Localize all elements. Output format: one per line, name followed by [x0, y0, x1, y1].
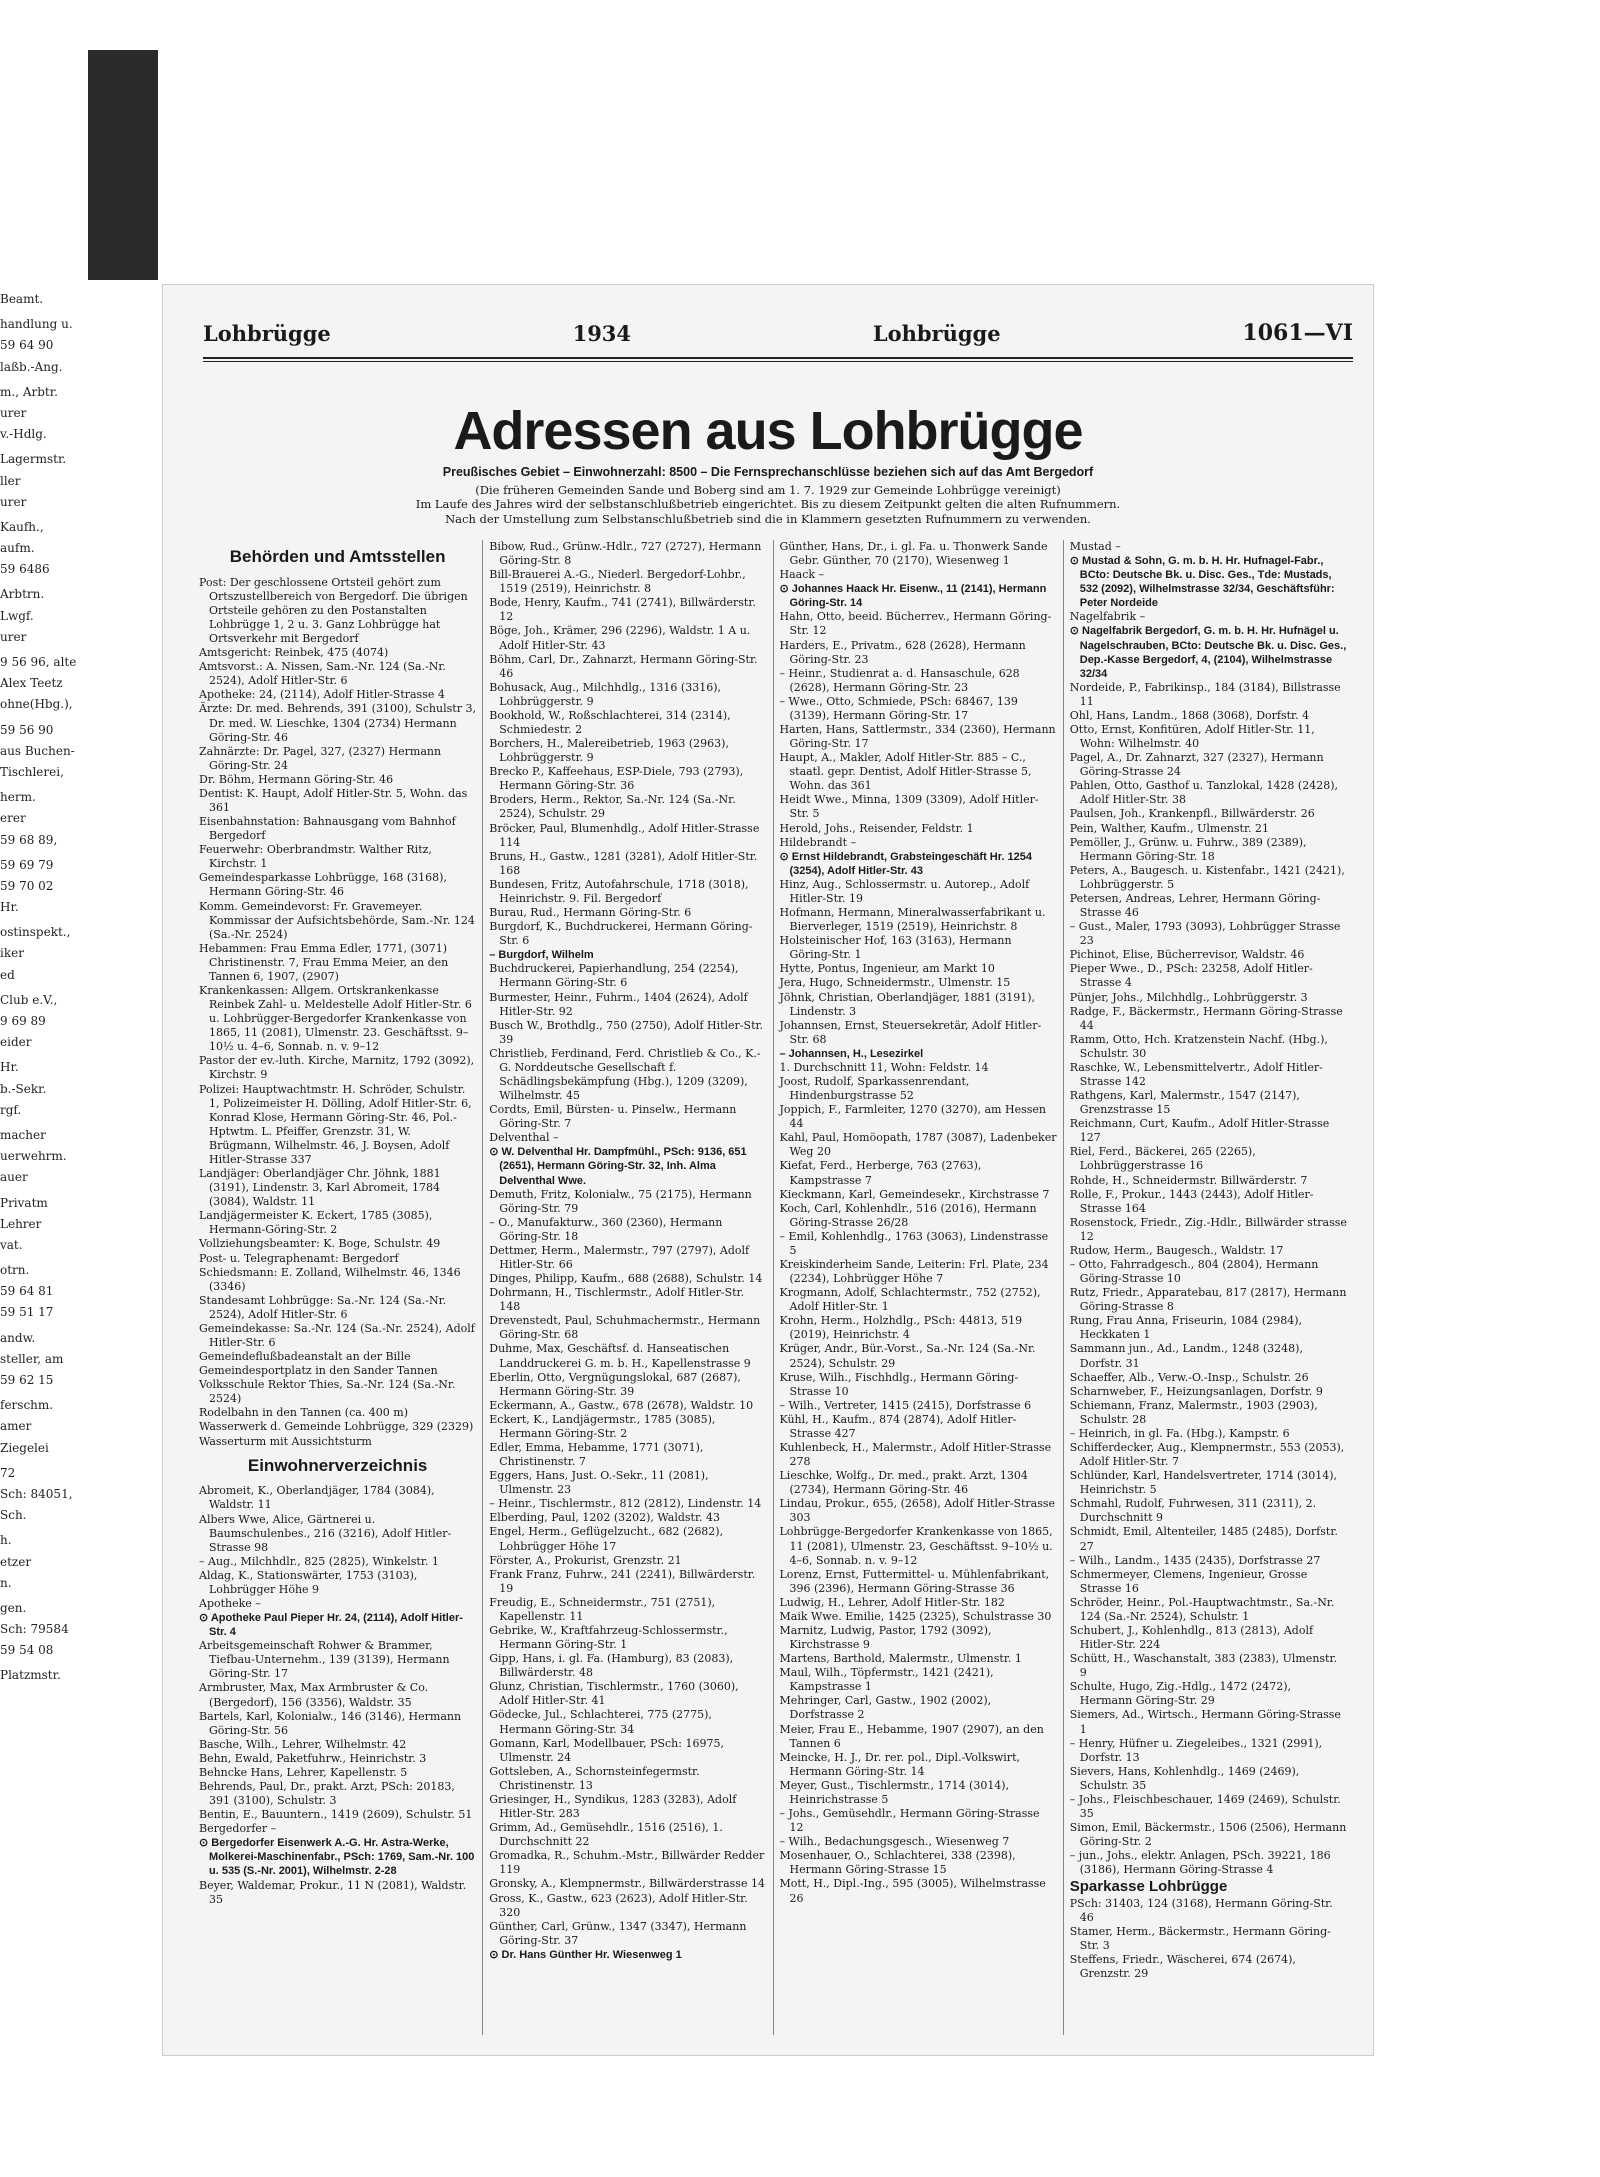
directory-column	[482, 540, 772, 2035]
directory-entry: Otto, Ernst, Konfitüren, Adolf Hitler-Str. 11, Wohn: Wilhelmstr. 40	[1069, 723, 1315, 751]
directory-entry: Mehringer, Carl, Gastw., 1902 (2002), Dorfstrasse 2	[779, 1694, 992, 1722]
directory-entry: Kreiskinderheim Sande, Leiterin: Frl. Plate, 234 (2234), Lohbrügger Höhe 7	[779, 1257, 1049, 1286]
header-year: 1934	[572, 320, 632, 346]
directory-entry: Lindau, Prokur., 655, (2658), Adolf Hitler-Strasse 303	[779, 1497, 1056, 1525]
directory-entry: Burau, Rud., Hermann Göring-Str. 6	[489, 906, 692, 920]
directory-entry: Paulsen, Joh., Krankenpfl., Billwärderstr. 26	[1069, 807, 1315, 821]
directory-entry: Bill-Brauerei A.-G., Niederl. Bergedorf-Lohbr., 1519 (2519), Heinrichstr. 8	[489, 568, 746, 596]
note-line: Im Laufe des Jahres wird der selbstanschlußbetrieb eingerichtet. Bis zu diesem Zeitpunkt gelten die alten Rufnummern.	[415, 497, 1121, 512]
directory-entry: Vollziehungsbeamter: K. Boge, Schulstr. 49	[199, 1237, 441, 1251]
left-page-line: gen.	[0, 1600, 27, 1615]
directory-column	[1063, 540, 1353, 2035]
directory-entry: Hahn, Otto, beeid. Bücherrev., Hermann Göring-Str. 12	[779, 610, 1052, 638]
running-header	[203, 315, 1353, 351]
page-number: 1061—VI	[1242, 320, 1353, 346]
directory-entry: Joppich, F., Farmleiter, 1270 (3270), am Hessen 44	[779, 1103, 1046, 1131]
directory-entry: Volksschule Rektor Thies, Sa.-Nr. 124 (Sa.-Nr. 2524)	[199, 1378, 456, 1406]
directory-entry: Marnitz, Ludwig, Pastor, 1792 (3092), Kirchstrasse 9	[779, 1624, 992, 1652]
directory-entry: Gemeindekasse: Sa.-Nr. 124 (Sa.-Nr. 2524), Adolf Hitler-Str. 6	[199, 1321, 475, 1349]
directory-entry: Mosenhauer, O., Schlachterei, 338 (2398), Hermann Göring-Strasse 15	[779, 1849, 1016, 1877]
directory-entry: Gomann, Karl, Modellbauer, PSch: 16975, Ulmenstr. 24	[489, 1736, 724, 1764]
directory-entry: Krohn, Herm., Holzhdlg., PSch: 44813, 519 (2019), Heinrichstr. 4	[779, 1314, 1023, 1342]
directory-entry: – Johannsen, H., Lesezirkel	[779, 1047, 924, 1060]
directory-entry: Edler, Emma, Hebamme, 1771 (3071), Christinenstr. 7	[489, 1441, 704, 1469]
directory-entry: ⊙ Johannes Haack Hr. Eisenw., 11 (2141), Hermann Göring-Str. 14	[779, 583, 1047, 610]
directory-entry: Stamer, Herm., Bäckermstr., Hermann Göring-Str. 3	[1069, 1924, 1331, 1952]
directory-entry: Post: Der geschlossene Ortsteil gehört zum Ortszustellbereich von Bergedorf. Die übrigen Ortsteile gehören zu den Postanstalten Lohbrügge 1, 2 u. 3. Ganz Lohbrügge hat Ortsverkehr mit Bergedorf	[199, 575, 468, 646]
left-page-line: ostinspekt.,	[0, 925, 71, 940]
left-page-line: ohne(Hbg.),	[0, 697, 73, 712]
directory-entry: Komm. Gemeindevorst: Fr. Gravemeyer. Kommissar der Aufsichtsbehörde, Sam.-Nr. 124 (Sa.-Nr. 2524)	[199, 899, 475, 941]
directory-entry: Holsteinischer Hof, 163 (3163), Hermann Göring-Str. 1	[779, 934, 1012, 962]
directory-entry: Bentin, E., Bauuntern., 1419 (2609), Schulstr. 51	[199, 1808, 473, 1822]
directory-entry: PSch: 31403, 124 (3168), Hermann Göring-Str. 46	[1069, 1896, 1333, 1924]
left-page-line: 59 69 79	[0, 857, 54, 872]
directory-entry: – Wilh., Bedachungsgesch., Wiesenweg 7	[779, 1835, 1010, 1849]
directory-entry: Pein, Walther, Kaufm., Ulmenstr. 21	[1069, 821, 1270, 835]
directory-entry: Glunz, Christian, Tischlermstr., 1760 (3060), Adolf Hitler-Str. 41	[489, 1680, 739, 1708]
directory-entry: Pichinot, Elise, Bücherrevisor, Waldstr. 46	[1069, 948, 1305, 962]
left-page-line: 9 69 89	[0, 1014, 46, 1028]
directory-entry: Wasserwerk d. Gemeinde Lohbrügge, 329 (2329)	[199, 1420, 474, 1434]
left-page-line: rgf.	[0, 1102, 22, 1117]
left-page-line: herm.	[0, 790, 36, 805]
directory-entry: Rosenstock, Friedr., Zig.-Hdlr., Billwärder strasse 12	[1069, 1215, 1347, 1243]
directory-entry: Joost, Rudolf, Sparkassenrendant, Hindenburgstrasse 52	[779, 1074, 970, 1103]
directory-entry: Siemers, Ad., Wirtsch., Hermann Göring-Strasse 1	[1069, 1708, 1341, 1736]
directory-entry: Hebammen: Frau Emma Edler, 1771, (3071) Christinenstr. 7, Frau Emma Meier, an den Tannen 6, 1907, (2907)	[199, 941, 449, 983]
directory-entry: Grimm, Ad., Gemüsehdlr., 1516 (2516), 1. Durchschnitt 22	[489, 1821, 723, 1849]
directory-entry: Griesinger, H., Syndikus, 1283 (3283), Adolf Hitler-Str. 283	[489, 1792, 737, 1821]
directory-entry: Broders, Herm., Rektor, Sa.-Nr. 124 (Sa.-Nr. 2524), Schulstr. 29	[489, 793, 736, 821]
left-page-line: laßb.-Ang.	[0, 359, 63, 374]
directory-entry: Pagel, A., Dr. Zahnarzt, 327 (2327), Hermann Göring-Strasse 24	[1069, 751, 1324, 779]
directory-entry: Frank Franz, Fuhrw., 241 (2241), Billwärderstr. 19	[489, 1567, 756, 1595]
directory-entry: Eisenbahnstation: Bahnausgang vom Bahnhof Bergedorf	[199, 815, 456, 843]
left-page-line: vat.	[0, 1237, 23, 1252]
directory-entry: Kruse, Wilh., Fischhdlg., Hermann Göring-Strasse 10	[779, 1370, 1019, 1398]
directory-entry: Bartels, Karl, Kolonialw., 146 (3146), Hermann Göring-Str. 56	[199, 1709, 462, 1737]
directory-entry: Bode, Henry, Kaufm., 741 (2741), Billwärderstr. 12	[489, 596, 756, 624]
left-page-line: Ziegelei	[0, 1440, 49, 1455]
left-page-line: n.	[0, 1575, 12, 1590]
directory-entry: Post- u. Telegraphenamt: Bergedorf	[199, 1251, 399, 1265]
directory-entry: Basche, Wilh., Lehrer, Wilhelmstr. 42	[199, 1737, 407, 1751]
directory-entry: Engel, Herm., Geflügelzucht., 682 (2682), Lohbrügger Höhe 17	[489, 1525, 724, 1553]
directory-entry: Gottsleben, A., Schornsteinfegermstr. Christinenstr. 13	[489, 1764, 700, 1792]
left-page-line: steller, am	[0, 1351, 64, 1366]
left-page-line: ller	[0, 473, 21, 488]
directory-entry: Petersen, Andreas, Lehrer, Hermann Göring-Strasse 46	[1069, 891, 1321, 920]
left-page-line: ferschm.	[0, 1398, 54, 1413]
directory-entry: Beyer, Waldemar, Prokur., 11 N (2081), Waldstr. 35	[199, 1878, 467, 1906]
directory-entry: Radge, F., Bäckermstr., Hermann Göring-Strasse 44	[1069, 1004, 1343, 1032]
directory-entry: ⊙ Apotheke Paul Pieper Hr. 24, (2114), Adolf Hitler-Str. 4	[199, 1612, 463, 1639]
left-page-line: urer	[0, 494, 27, 509]
left-page-line: handlung u.	[0, 317, 73, 332]
left-page-line: auer	[0, 1170, 28, 1185]
directory-entry: Gemeindesportplatz in den Sander Tannen	[199, 1364, 438, 1378]
directory-entry: – Wilh., Vertreter, 1415 (2415), Dorfstrasse 6	[779, 1398, 1032, 1412]
left-page-line: 59 56 90	[0, 722, 54, 737]
directory-entry: Nagelfabrik –	[1069, 610, 1146, 624]
introductory-note	[163, 483, 1373, 526]
directory-entry: Behncke Hans, Lehrer, Kapellenstr. 5	[199, 1765, 408, 1779]
directory-entry: Behrends, Paul, Dr., prakt. Arzt, PSch: 20183, 391 (3100), Schulstr. 3	[199, 1779, 455, 1808]
left-page-line: macher	[0, 1127, 46, 1142]
directory-entry: Lorenz, Ernst, Futtermittel- u. Mühlenfabrikant, 396 (2396), Hermann Göring-Strasse 36	[779, 1567, 1050, 1595]
directory-entry: Gemeindesparkasse Lohbrügge, 168 (3168), Hermann Göring-Str. 46	[199, 871, 447, 899]
directory-entry: Steffens, Friedr., Wäscherei, 674 (2674), Grenzstr. 29	[1069, 1952, 1296, 1980]
directory-entry: Delventhal –	[489, 1131, 559, 1145]
left-page-line: Tischlerei,	[0, 764, 64, 779]
directory-entry: Polizei: Hauptwachtmstr. H. Schröder, Schulstr. 1, Polizeimeister H. Dölling, Adolf Hitler-Str. 6, Konrad Klose, Hermann Göring-Str. 46, Pol.-Hptwtm. L. Pfeiffer, Grenzstr. 31, W. Brügmann, Wilhelmstr. 46, J. Boysen, Adolf Hitler-Strasse 337	[199, 1082, 472, 1166]
left-page-line: etzer	[0, 1554, 32, 1569]
directory-entry: Schiedsmann: E. Zolland, Wilhelmstr. 46, 1346 (3346)	[199, 1265, 461, 1293]
left-page-line: 59 62 15	[0, 1373, 54, 1387]
directory-entry: – Emil, Kohlenhdlg., 1763 (3063), Lindenstrasse 5	[779, 1229, 1049, 1257]
directory-entry: Schiemann, Franz, Malermstr., 1903 (2903), Schulstr. 28	[1069, 1398, 1318, 1426]
left-page-line: otrn.	[0, 1263, 30, 1278]
directory-entry: Schütt, H., Waschanstalt, 383 (2383), Ulmenstr. 9	[1069, 1652, 1338, 1680]
left-page-line: Hr.	[0, 900, 19, 915]
directory-entry: Jöhnk, Christian, Oberlandjäger, 1881 (3191), Lindenstr. 3	[779, 990, 1036, 1018]
directory-entry: – Gust., Maler, 1793 (3093), Lohbrügger Strasse 23	[1069, 920, 1341, 948]
left-page-line: 72	[0, 1465, 16, 1480]
directory-entry: Zahnärzte: Dr. Pagel, 327, (2327) Hermann Göring-Str. 24	[199, 744, 442, 772]
left-page-line: Privatm	[0, 1195, 48, 1210]
directory-entry: Mustad –	[1069, 540, 1121, 553]
directory-entry: Pünjer, Johs., Milchhdlg., Lohbrüggerstr. 3	[1069, 990, 1308, 1004]
directory-entry: Harders, E., Privatm., 628 (2628), Hermann Göring-Str. 23	[779, 638, 1026, 666]
left-page-line: Lehrer	[0, 1216, 42, 1231]
header-left: Lohbrügge	[203, 320, 331, 346]
directory-entry: Burmester, Heinr., Fuhrm., 1404 (2624), Adolf Hitler-Str. 92	[489, 990, 748, 1018]
directory-entry: Armbruster, Max, Max Armbruster & Co. (Bergedorf), 156 (3356), Waldstr. 35	[199, 1681, 429, 1709]
directory-entry: Meier, Frau E., Hebamme, 1907 (2907), an den Tannen 6	[779, 1722, 1044, 1750]
left-page-line: urer	[0, 405, 27, 420]
directory-entry: – Wwe., Otto, Schmiede, PSch: 68467, 139 (3139), Hermann Göring-Str. 17	[779, 694, 1018, 722]
directory-entry: Günther, Carl, Grünw., 1347 (3347), Hermann Göring-Str. 37	[489, 1919, 747, 1947]
directory-entry: Rodelbahn in den Tannen (ca. 400 m)	[199, 1406, 408, 1420]
left-page-line: Arbtrn.	[0, 587, 45, 602]
directory-entry: Scharnweber, F., Heizungsanlagen, Dorfstr. 9	[1069, 1384, 1323, 1398]
directory-entry: – Wilh., Landm., 1435 (2435), Dorfstrasse 27	[1069, 1553, 1321, 1567]
left-page-line: Platzmstr.	[0, 1668, 61, 1683]
left-page-line: 59 70 02	[0, 878, 54, 893]
directory-entry: Bruns, H., Gastw., 1281 (3281), Adolf Hitler-Str. 168	[489, 849, 758, 877]
directory-entry: Schmermeyer, Clemens, Ingenieur, Grosse Strasse 16	[1069, 1567, 1308, 1595]
left-page-line: urer	[0, 629, 27, 644]
directory-entry: Dinges, Philipp, Kaufm., 688 (2688), Schulstr. 14	[489, 1272, 763, 1286]
left-page-fragment	[0, 290, 150, 1990]
directory-entry: Maik Wwe. Emilie, 1425 (2325), Schulstrasse 30	[779, 1609, 1052, 1623]
directory-entry: Landjäger: Oberlandjäger Chr. Jöhnk, 1881 (3191), Lindenstr. 3, Karl Abromeit, 1784 (3084), Waldstr. 11	[199, 1167, 441, 1209]
directory-entry: Burgdorf, K., Buchdruckerei, Hermann Göring-Str. 6	[489, 920, 753, 948]
directory-entry: Ludwig, H., Lehrer, Adolf Hitler-Str. 182	[779, 1595, 1005, 1609]
directory-entry: Kuhlenbeck, H., Malermstr., Adolf Hitler-Strasse 278	[779, 1441, 1052, 1469]
directory-entry: Mott, H., Dipl.-Ing., 595 (3005), Wilhelmstrasse 26	[779, 1877, 1046, 1905]
section-heading: Behörden und Amtsstellen	[229, 547, 446, 566]
directory-entry: Bibow, Rud., Grünw.-Hdlr., 727 (2727), Hermann Göring-Str. 8	[489, 540, 762, 568]
directory-entry: Schifferdecker, Aug., Klempnermstr., 553 (2053), Adolf Hitler-Str. 7	[1069, 1441, 1345, 1469]
left-page-line: erer	[0, 811, 26, 826]
directory-entry: Lieschke, Wolfg., Dr. med., prakt. Arzt, 1304 (2734), Hermann Göring-Str. 46	[779, 1469, 1028, 1497]
left-page-line: v.-Hdlg.	[0, 427, 47, 442]
directory-entry: Meincke, H. J., Dr. rer. pol., Dipl.-Volkswirt, Hermann Göring-Str. 14	[779, 1750, 1020, 1778]
directory-entry: Pemöller, J., Grünw. u. Fuhrw., 389 (2389), Hermann Göring-Str. 18	[1069, 835, 1307, 863]
directory-entry: Schulte, Hugo, Zig.-Hdlg., 1472 (2472), Hermann Göring-Str. 29	[1069, 1680, 1292, 1708]
directory-entry: Schubert, J., Kohlenhdlg., 813 (2813), Adolf Hitler-Str. 224	[1069, 1624, 1314, 1652]
directory-entry: Hofmann, Hermann, Mineralwasserfabrikant u. Bierverleger, 1519 (2519), Heinrichstr. 8	[779, 906, 1046, 934]
directory-entry: Schmidt, Emil, Altenteiler, 1485 (2485), Dorfstr. 27	[1069, 1525, 1338, 1553]
directory-entry: 1. Durchschnitt 11, Wohn: Feldstr. 14	[779, 1060, 989, 1074]
directory-entry: Peters, A., Baugesch. u. Kistenfabr., 1421 (2421), Lohbrüggerstr. 5	[1069, 863, 1345, 891]
directory-entry: Abromeit, K., Oberlandjäger, 1784 (3084), Waldstr. 11	[199, 1484, 435, 1512]
directory-entry: Böge, Joh., Krämer, 296 (2296), Waldstr. 1 A u. Adolf Hitler-Str. 43	[489, 624, 751, 652]
left-page-line: Sch.	[0, 1508, 27, 1523]
directory-entry: Sparkasse Lohbrügge	[1069, 1878, 1228, 1896]
left-page-line: eider	[0, 1035, 32, 1050]
directory-entry: Jera, Hugo, Schneidermstr., Ulmenstr. 15	[779, 976, 1011, 990]
left-page-line: amer	[0, 1419, 32, 1434]
left-page-line: 9 56 96, alte	[0, 655, 77, 669]
directory-entry: – Heinrich, in gl. Fa. (Hbg.), Kampstr. 6	[1069, 1426, 1290, 1440]
directory-entry: Bohusack, Aug., Milchhdlg., 1316 (3316), Lohbrüggerstr. 9	[489, 680, 721, 708]
directory-entry: Kiefat, Ferd., Herberge, 763 (2763), Kampstrasse 7	[779, 1159, 982, 1187]
left-page-line: aufm.	[0, 541, 35, 556]
directory-page	[163, 285, 1373, 2055]
directory-entry: Duhme, Max, Geschäftsf. d. Hanseatischen Landdruckerei G. m. b. H., Kapellenstrasse 9	[489, 1342, 751, 1370]
directory-entry: Hytte, Pontus, Ingenieur, am Markt 10	[779, 962, 995, 976]
directory-entry: Apotheke: 24, (2114), Adolf Hitler-Strasse 4	[199, 688, 445, 702]
note-line: (Die früheren Gemeinden Sande und Boberg sind am 1. 7. 1929 zur Gemeinde Lohbrügge vereinigt)	[475, 483, 1061, 497]
directory-entry: Kahl, Paul, Homöopath, 1787 (3087), Ladenbeker Weg 20	[779, 1131, 1057, 1159]
directory-entry: Martens, Barthold, Malermstr., Ulmenstr. 1	[779, 1652, 1022, 1666]
directory-entry: Dr. Böhm, Hermann Göring-Str. 46	[199, 772, 394, 786]
directory-entry: Amtsvorst.: A. Nissen, Sam.-Nr. 124 (Sa.-Nr. 2524), Adolf Hitler-Str. 6	[199, 660, 446, 688]
header-rule	[203, 357, 1353, 362]
directory-entry: Behn, Ewald, Paketfuhrw., Heinrichstr. 3	[199, 1751, 427, 1765]
directory-entry: Ohl, Hans, Landm., 1868 (3068), Dorfstr. 4	[1069, 708, 1310, 722]
directory-entry: Eckert, K., Landjägermstr., 1785 (3085), Hermann Göring-Str. 2	[489, 1412, 716, 1440]
directory-entry: Simon, Emil, Bäckermstr., 1506 (2506), Hermann Göring-Str. 2	[1069, 1821, 1347, 1849]
directory-entry: Albers Wwe, Alice, Gärtnerei u. Baumschulenbes., 216 (3216), Adolf Hitler-Strasse 98	[199, 1512, 452, 1554]
directory-entry: Dentist: K. Haupt, Adolf Hitler-Str. 5, Wohn. das 361	[199, 786, 468, 814]
directory-entry: Demuth, Fritz, Kolonialw., 75 (2175), Hermann Göring-Str. 79	[489, 1187, 752, 1215]
directory-entry: ⊙ Dr. Hans Günther Hr. Wiesenweg 1	[489, 1948, 682, 1961]
left-page-line: 59 54 08	[0, 1643, 54, 1658]
directory-entry: Freudig, E., Schneidermstr., 751 (2751), Kapellenstr. 11	[489, 1595, 716, 1623]
directory-entry: Hildebrandt –	[779, 835, 857, 849]
directory-entry: – jun., Johs., elektr. Anlagen, PSch. 39221, 186 (3186), Hermann Göring-Strasse 4	[1069, 1849, 1331, 1877]
directory-entry: Borchers, H., Malereibetrieb, 1963 (2963), Lohbrüggerstr. 9	[489, 737, 729, 765]
directory-entry: ⊙ Ernst Hildebrandt, Grabsteingeschäft Hr. 1254 (3254), Adolf Hitler-Str. 43	[779, 850, 1033, 877]
directory-entry: Krankenkassen: Allgem. Ortskrankenkasse Reinbek Zahl- u. Meldestelle Adolf Hitler-Str. 6 u. Lohbrügger-Bergedorfer Krankenkasse von 1865, 11 (2081), Ulmenstr. 23. Geschäftsst. 9–10½ u. 4–6, Sonnab. n. v. 9–12	[199, 984, 472, 1054]
directory-entry: Ärzte: Dr. med. Behrends, 391 (3100), Schulstr 3, Dr. med. W. Lieschke, 1304 (2734) Hermann Göring-Str. 46	[199, 702, 476, 744]
directory-entry: Bröcker, Paul, Blumenhdlg., Adolf Hitler-Strasse 114	[489, 821, 760, 849]
directory-entry: Herold, Johs., Reisender, Feldstr. 1	[779, 821, 974, 835]
left-page-line: iker	[0, 946, 24, 961]
directory-entry: Sammann jun., Ad., Landm., 1248 (3248), Dorfstr. 31	[1069, 1342, 1303, 1370]
left-page-line: b.-Sekr.	[0, 1081, 47, 1096]
directory-entry: Bergedorfer –	[199, 1822, 277, 1836]
directory-entry: Meyer, Gust., Tischlermstr., 1714 (3014), Heinrichstrasse 5	[779, 1778, 1010, 1806]
directory-entry: Gronsky, A., Klempnermstr., Billwärderstrasse 14	[489, 1877, 765, 1891]
directory-entry: Eggers, Hans, Just. O.-Sekr., 11 (2081), Ulmenstr. 23	[489, 1469, 709, 1497]
directory-entry: Schaeffer, Alb., Verw.-O.-Insp., Schulstr. 26	[1069, 1370, 1309, 1384]
directory-entry: Busch W., Brothdlg., 750 (2750), Adolf Hitler-Str. 39	[489, 1018, 764, 1046]
directory-entry: Krüger, Andr., Bür.-Vorst., Sa.-Nr. 124 (Sa.-Nr. 2524), Schulstr. 29	[779, 1342, 1036, 1370]
left-page-line: Alex Teetz	[0, 676, 63, 691]
directory-entry: ⊙ Bergedorfer Eisenwerk A.-G. Hr. Astra-Werke, Molkerei-Maschinenfabr., PSch: 1769, Sam.-Nr. 100 u. 535 (S.-Nr. 2001), Wilhelmstr. 2-28	[199, 1837, 475, 1878]
directory-entry: Dohrmann, H., Tischlermstr., Adolf Hitler-Str. 148	[489, 1286, 745, 1314]
left-page-line: h.	[0, 1533, 12, 1548]
directory-columns	[193, 540, 1353, 2035]
directory-entry: Gebrike, W., Kraftfahrzeug-Schlossermstr., Hermann Göring-Str. 1	[489, 1624, 728, 1652]
section-heading: Einwohnerverzeichnis	[247, 1455, 428, 1475]
directory-entry: Riel, Ferd., Bäckerei, 265 (2265), Lohbrüggerstrasse 16	[1069, 1145, 1256, 1173]
header-right: Lohbrügge	[872, 320, 1001, 346]
directory-entry: Christlieb, Ferdinand, Ferd. Christlieb & Co., K.-G. Norddeutsche Gesellschaft f. Schädlingsbekämpfung (Hbg.), 1209 (3209), Wilhelmstr. 45	[489, 1046, 761, 1103]
directory-entry: Rung, Frau Anna, Friseurin, 1084 (2984), Heckkaten 1	[1069, 1314, 1302, 1342]
left-page-line: Lagermstr.	[0, 452, 67, 467]
directory-entry: Maul, Wilh., Töpfermstr., 1421 (2421), Kampstrasse 1	[779, 1666, 994, 1694]
left-page-line: m., Arbtr.	[0, 384, 58, 399]
left-page-line: Beamt.	[0, 292, 44, 306]
left-page-line: 59 64 81	[0, 1284, 54, 1299]
directory-entry: – Aug., Milchhdlr., 825 (2825), Winkelstr. 1	[199, 1554, 439, 1568]
scan-binding-edge	[88, 50, 158, 280]
directory-entry: Amtsgericht: Reinbek, 475 (4074)	[199, 646, 389, 660]
directory-entry: – Burgdorf, Wilhelm	[489, 949, 594, 962]
directory-entry: Pieper Wwe., D., PSch: 23258, Adolf Hitler-Strasse 4	[1069, 962, 1313, 990]
directory-entry: ⊙ Nagelfabrik Bergedorf, G. m. b. H. Hr. Hufnägel u. Nagelschrauben, BCto: Deutsche Bk. u. Disc. Ges., Dep.-Kasse Bergedorf, 4, (2104), Wilhelmstrasse 32/34	[1069, 625, 1347, 680]
page-title: Adressen aus Lohbrügge	[453, 401, 1083, 461]
directory-entry: Dettmer, Herm., Malermstr., 797 (2797), Adolf Hitler-Str. 66	[489, 1243, 750, 1271]
directory-entry: Hinz, Aug., Schlossermstr. u. Autorep., Adolf Hitler-Str. 19	[779, 877, 1030, 905]
directory-entry: Lohbrügge-Bergedorfer Krankenkasse von 1865, 11 (2081), Ulmenstr. 23, Geschäftsst. 9–10½ u. 4–6, Sonnab. n. v. 9–12	[779, 1525, 1053, 1567]
left-page-line: Hr.	[0, 1060, 19, 1075]
left-page-line: Kaufh.,	[0, 519, 44, 534]
directory-entry: Cordts, Emil, Bürsten- u. Pinselw., Hermann Göring-Str. 7	[489, 1103, 737, 1131]
directory-entry: Harten, Hans, Sattlermstr., 334 (2360), Hermann Göring-Str. 17	[779, 723, 1056, 751]
directory-entry: Schlünder, Karl, Handelsvertreter, 1714 (3014), Heinrichstr. 5	[1069, 1469, 1338, 1497]
directory-entry: – Heinr., Studienrat a. d. Hansaschule, 628 (2628), Hermann Göring-Str. 23	[779, 666, 1020, 694]
left-page-line: aus Buchen-	[0, 743, 75, 758]
directory-entry: ⊙ Mustad & Sohn, G. m. b. H. Hr. Hufnagel-Fabr., BCto: Deutsche Bk. u. Disc. Ges., Tde: Mustads, 532 (2092), Wilhelmstrasse 32/34, Geschäftsführ: Peter Nordeide	[1069, 555, 1335, 610]
directory-entry: Brecko P., Kaffeehaus, ESP-Diele, 793 (2793), Hermann Göring-Str. 36	[489, 765, 744, 793]
directory-entry: Kühl, H., Kaufm., 874 (2874), Adolf Hitler-Strasse 427	[779, 1412, 1017, 1440]
directory-entry: Nordeide, P., Fabrikinsp., 184 (3184), Billstrasse 11	[1069, 680, 1341, 708]
directory-entry: Gromadka, R., Schuhm.-Mstr., Billwärder Redder 119	[489, 1849, 765, 1877]
directory-entry: Gemeindeflußbadeanstalt an der Bille	[199, 1350, 411, 1364]
directory-entry: Haupt, A., Makler, Adolf Hitler-Str. 885 – C., staatl. gepr. Dentist, Adolf Hitler-Strasse 5, Wohn. das 361	[779, 751, 1032, 793]
left-page-line: Sch: 84051,	[0, 1486, 73, 1501]
directory-entry: ⊙ W. Delventhal Hr. Dampfmühl., PSch: 9136, 651 (2651), Hermann Göring-Str. 32, Inh. Alma Delventhal Wwe.	[489, 1146, 747, 1187]
left-page-line: 59 64 90	[0, 338, 54, 353]
directory-entry: – Johs., Gemüsehdlr., Hermann Göring-Strasse 12	[779, 1807, 1040, 1835]
directory-entry: Rathgens, Karl, Malermstr., 1547 (2147), Grenzstrasse 15	[1069, 1089, 1300, 1117]
directory-entry: Gödecke, Jul., Schlachterei, 775 (2775), Hermann Göring-Str. 34	[489, 1708, 712, 1736]
left-page-line: Sch: 79584	[0, 1622, 69, 1637]
directory-entry: Pahlen, Otto, Gasthof u. Tanzlokal, 1428 (2428), Adolf Hitler-Str. 38	[1069, 779, 1339, 807]
directory-entry: – Otto, Fahrradgesch., 804 (2804), Hermann Göring-Strasse 10	[1069, 1257, 1319, 1286]
directory-entry: Eberlin, Otto, Vergnügungslokal, 687 (2687), Hermann Göring-Str. 39	[489, 1370, 741, 1398]
left-page-line: Club e.V.,	[0, 992, 58, 1007]
directory-entry: Raschke, W., Lebensmittelvertr., Adolf Hitler-Strasse 142	[1069, 1060, 1323, 1088]
directory-entry: Schmahl, Rudolf, Fuhrwesen, 311 (2311), 2. Durchschnitt 9	[1069, 1497, 1317, 1525]
left-page-line: 59 51 17	[0, 1305, 54, 1320]
directory-entry: Kieckmann, Karl, Gemeindesekr., Kirchstrasse 7	[779, 1187, 1050, 1201]
directory-entry: Landjägermeister K. Eckert, 1785 (3085), Hermann-Göring-Str. 2	[199, 1209, 433, 1237]
directory-entry: Drevenstedt, Paul, Schuhmachermstr., Hermann Göring-Str. 68	[489, 1314, 761, 1342]
directory-entry: Buchdruckerei, Papierhandlung, 254 (2254), Hermann Göring-Str. 6	[489, 962, 739, 990]
directory-entry: Eckermann, A., Gastw., 678 (2678), Waldstr. 10	[489, 1398, 754, 1412]
directory-entry: Böhm, Carl, Dr., Zahnarzt, Hermann Göring-Str. 46	[489, 652, 758, 680]
directory-column	[773, 540, 1063, 2035]
left-page-line: andw.	[0, 1330, 36, 1345]
left-page-line: uerwehrm.	[0, 1149, 67, 1164]
directory-entry: Wasserturm mit Aussichtsturm	[199, 1434, 372, 1448]
directory-entry: Pastor der ev.-luth. Kirche, Marnitz, 1792 (3092), Kirchstr. 9	[199, 1054, 475, 1082]
directory-entry: – O., Manufakturw., 360 (2360), Hermann Göring-Str. 18	[489, 1215, 723, 1243]
directory-entry: Förster, A., Prokurist, Grenzstr. 21	[489, 1553, 682, 1567]
directory-entry: Gipp, Hans, i. gl. Fa. (Hamburg), 83 (2083), Billwärderstr. 48	[489, 1652, 734, 1680]
directory-entry: Reichmann, Curt, Kaufm., Adolf Hitler-Strasse 127	[1069, 1117, 1330, 1145]
directory-entry: Elberding, Paul, 1202 (3202), Waldstr. 43	[489, 1511, 720, 1525]
directory-entry: Heidt Wwe., Minna, 1309 (3309), Adolf Hitler-Str. 5	[779, 793, 1039, 821]
directory-entry: Schröder, Heinr., Pol.-Hauptwachtmstr., Sa.-Nr. 124 (Sa.-Nr. 2524), Schulstr. 1	[1069, 1595, 1335, 1623]
left-page-line: Lwgf.	[0, 608, 34, 623]
directory-entry: Johannsen, Ernst, Steuersekretär, Adolf Hitler-Str. 68	[779, 1018, 1042, 1046]
left-page-line: 59 68 89,	[0, 832, 58, 847]
note-line: Nach der Umstellung zum Selbstanschlußbetrieb sind die in Klammern gesetzten Rufnummern zu verwenden.	[445, 511, 1091, 526]
directory-entry: Bundesen, Fritz, Autofahrschule, 1718 (3018), Heinrichstr. 9. Fil. Bergedorf	[489, 877, 749, 905]
directory-entry: Aldag, K., Stationswärter, 1753 (3103), Lohbrügger Höhe 9	[199, 1568, 418, 1596]
directory-entry: Rolle, F., Prokur., 1443 (2443), Adolf Hitler-Strasse 164	[1069, 1187, 1314, 1215]
directory-entry: Standesamt Lohbrügge: Sa.-Nr. 124 (Sa.-Nr. 2524), Adolf Hitler-Str. 6	[199, 1293, 447, 1321]
directory-entry: Krogmann, Adolf, Schlachtermstr., 752 (2752), Adolf Hitler-Str. 1	[779, 1286, 1041, 1314]
directory-entry: Apotheke –	[199, 1596, 261, 1610]
directory-entry: Rohde, H., Schneidermstr. Billwärderstr. 7	[1069, 1173, 1308, 1187]
directory-entry: Günther, Hans, Dr., i. gl. Fa. u. Thonwerk Sande Gebr. Günther, 70 (2170), Wiesenweg 1	[779, 540, 1048, 568]
directory-entry: Rudow, Herm., Baugesch., Waldstr. 17	[1069, 1243, 1284, 1257]
subtitle: Preußisches Gebiet – Einwohnerzahl: 8500 – Die Fernsprechanschlüsse beziehen sich auf das Amt Bergedorf	[442, 465, 1094, 479]
left-page-line: 59 6486	[0, 562, 50, 577]
directory-entry: – Henry, Hüfner u. Ziegeleibes., 1321 (2991), Dorfstr. 13	[1069, 1736, 1323, 1764]
directory-entry: – Johs., Fleischbeschauer, 1469 (2469), Schulstr. 35	[1069, 1792, 1341, 1821]
directory-entry: Koch, Carl, Kohlenhdlr., 516 (2016), Hermann Göring-Strasse 26/28	[779, 1201, 1037, 1229]
directory-entry: Sievers, Hans, Kohlenhdlg., 1469 (2469), Schulstr. 35	[1069, 1764, 1300, 1792]
directory-entry: Ramm, Otto, Hch. Kratzenstein Nachf. (Hbg.), Schulstr. 30	[1069, 1032, 1328, 1060]
directory-entry: – Heinr., Tischlermstr., 812 (2812), Lindenstr. 14	[489, 1497, 762, 1511]
directory-entry: Rutz, Friedr., Apparatebau, 817 (2817), Hermann Göring-Strasse 8	[1069, 1286, 1347, 1314]
directory-entry: Bookhold, W., Roßschlachterei, 314 (2314), Schmiedestr. 2	[489, 708, 731, 737]
left-page-line: ed	[0, 967, 15, 982]
directory-entry: Arbeitsgemeinschaft Rohwer & Brammer, Tiefbau-Unternehm., 139 (3139), Hermann Göring-Str. 17	[199, 1639, 450, 1681]
directory-column	[193, 540, 482, 2035]
directory-entry: Feuerwehr: Oberbrandmstr. Walther Ritz, Kirchstr. 1	[199, 843, 432, 871]
directory-entry: Haack –	[779, 568, 825, 582]
directory-entry: Gross, K., Gastw., 623 (2623), Adolf Hitler-Str. 320	[489, 1891, 748, 1919]
